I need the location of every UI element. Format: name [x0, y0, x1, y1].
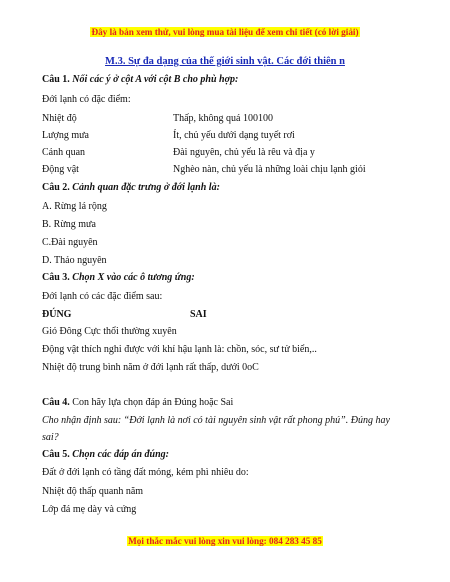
q5-intro: Đất ở đới lạnh có tầng đất mỏng, kém phì nhiêu do:	[42, 467, 249, 478]
q3-prompt: Chọn X vào các ô tương ứng:	[72, 272, 195, 283]
q1-row	[42, 146, 430, 159]
q4-statement-line1: Cho nhận định sau: “Đới lạnh là nơi có tài nguyên sinh vật rất phong phú”. Đúng hay	[42, 415, 390, 426]
q4-heading	[42, 396, 430, 409]
q3-statement: Động vật thích nghi được với khí hậu lạnh là: chồn, sóc, sư tử biển,..	[42, 344, 317, 355]
preview-notice-banner	[0, 27, 450, 37]
q2-option: B. Rừng mưa	[42, 219, 96, 230]
q3-false-header: SAI	[190, 309, 207, 320]
q1-row	[42, 129, 430, 142]
q4-number: Câu 4.	[42, 397, 70, 408]
q5-number: Câu 5.	[42, 449, 70, 460]
q1-number: Câu 1.	[42, 74, 70, 85]
q3-column-headers	[42, 308, 430, 321]
q2-number: Câu 2.	[42, 182, 70, 193]
q1-col-a: Cảnh quan	[42, 147, 86, 158]
preview-notice-text: Đây là bản xem thử, vui lòng mua tài liệu để xem chi tiết (có lời giải)	[91, 27, 359, 37]
contact-notice-banner	[0, 536, 450, 546]
q5-prompt: Chọn các đáp án đúng:	[72, 449, 169, 460]
q2-option: A. Rừng lá rộng	[42, 201, 107, 212]
q1-col-b: Nghèo nàn, chủ yếu là những loài chịu lạnh giỏi	[173, 164, 366, 175]
q1-col-a: Động vật	[42, 164, 79, 175]
q1-col-a: Nhiệt độ	[42, 113, 77, 124]
q3-statement: Gió Đông Cực thổi thường xuyên	[42, 326, 177, 337]
q2-heading	[42, 181, 430, 194]
q3-number: Câu 3.	[42, 272, 70, 283]
q3-heading	[42, 271, 430, 284]
q2-option: D. Thảo nguyên	[42, 255, 107, 266]
q1-row	[42, 112, 430, 125]
q1-col-b: Ít, chủ yếu dưới dạng tuyết rơi	[173, 130, 295, 141]
section-title: M.3. Sự đa dạng của thế giới sinh vật. Các đới thiên n	[105, 56, 345, 67]
q3-true-header: ĐÚNG	[42, 309, 72, 320]
q3-intro: Đới lạnh có các đặc điểm sau:	[42, 291, 163, 302]
q1-col-b: Thấp, không quá 100100	[173, 113, 273, 124]
q2-prompt: Cảnh quan đặc trưng ở đới lạnh là:	[72, 182, 220, 193]
q4-statement-line2: sai?	[42, 432, 59, 443]
q1-col-b: Đài nguyên, chủ yếu là rêu và địa y	[173, 147, 315, 158]
q5-option: Nhiệt độ thấp quanh năm	[42, 486, 144, 497]
q1-heading	[42, 73, 430, 86]
q1-intro: Đới lạnh có đặc điểm:	[42, 94, 131, 105]
q3-statement: Nhiệt độ trung bình năm ở đới lạnh rất thấp, dưới 0oC	[42, 362, 259, 373]
q1-row	[42, 163, 430, 176]
q5-heading	[42, 448, 430, 461]
q1-col-a: Lượng mưa	[42, 130, 89, 141]
q4-prompt: Con hãy lựa chọn đáp án Đúng hoặc Sai	[72, 397, 234, 408]
q2-option: C.Đài nguyên	[42, 237, 98, 248]
q5-option: Lớp đá mẹ dày và cứng	[42, 504, 137, 515]
q1-prompt: Nối các ý ở cột A với cột B cho phù hợp:	[72, 74, 239, 85]
contact-notice-text: Mọi thắc mắc vui lòng xin vui lòng: 084 283 45 85	[128, 536, 322, 546]
